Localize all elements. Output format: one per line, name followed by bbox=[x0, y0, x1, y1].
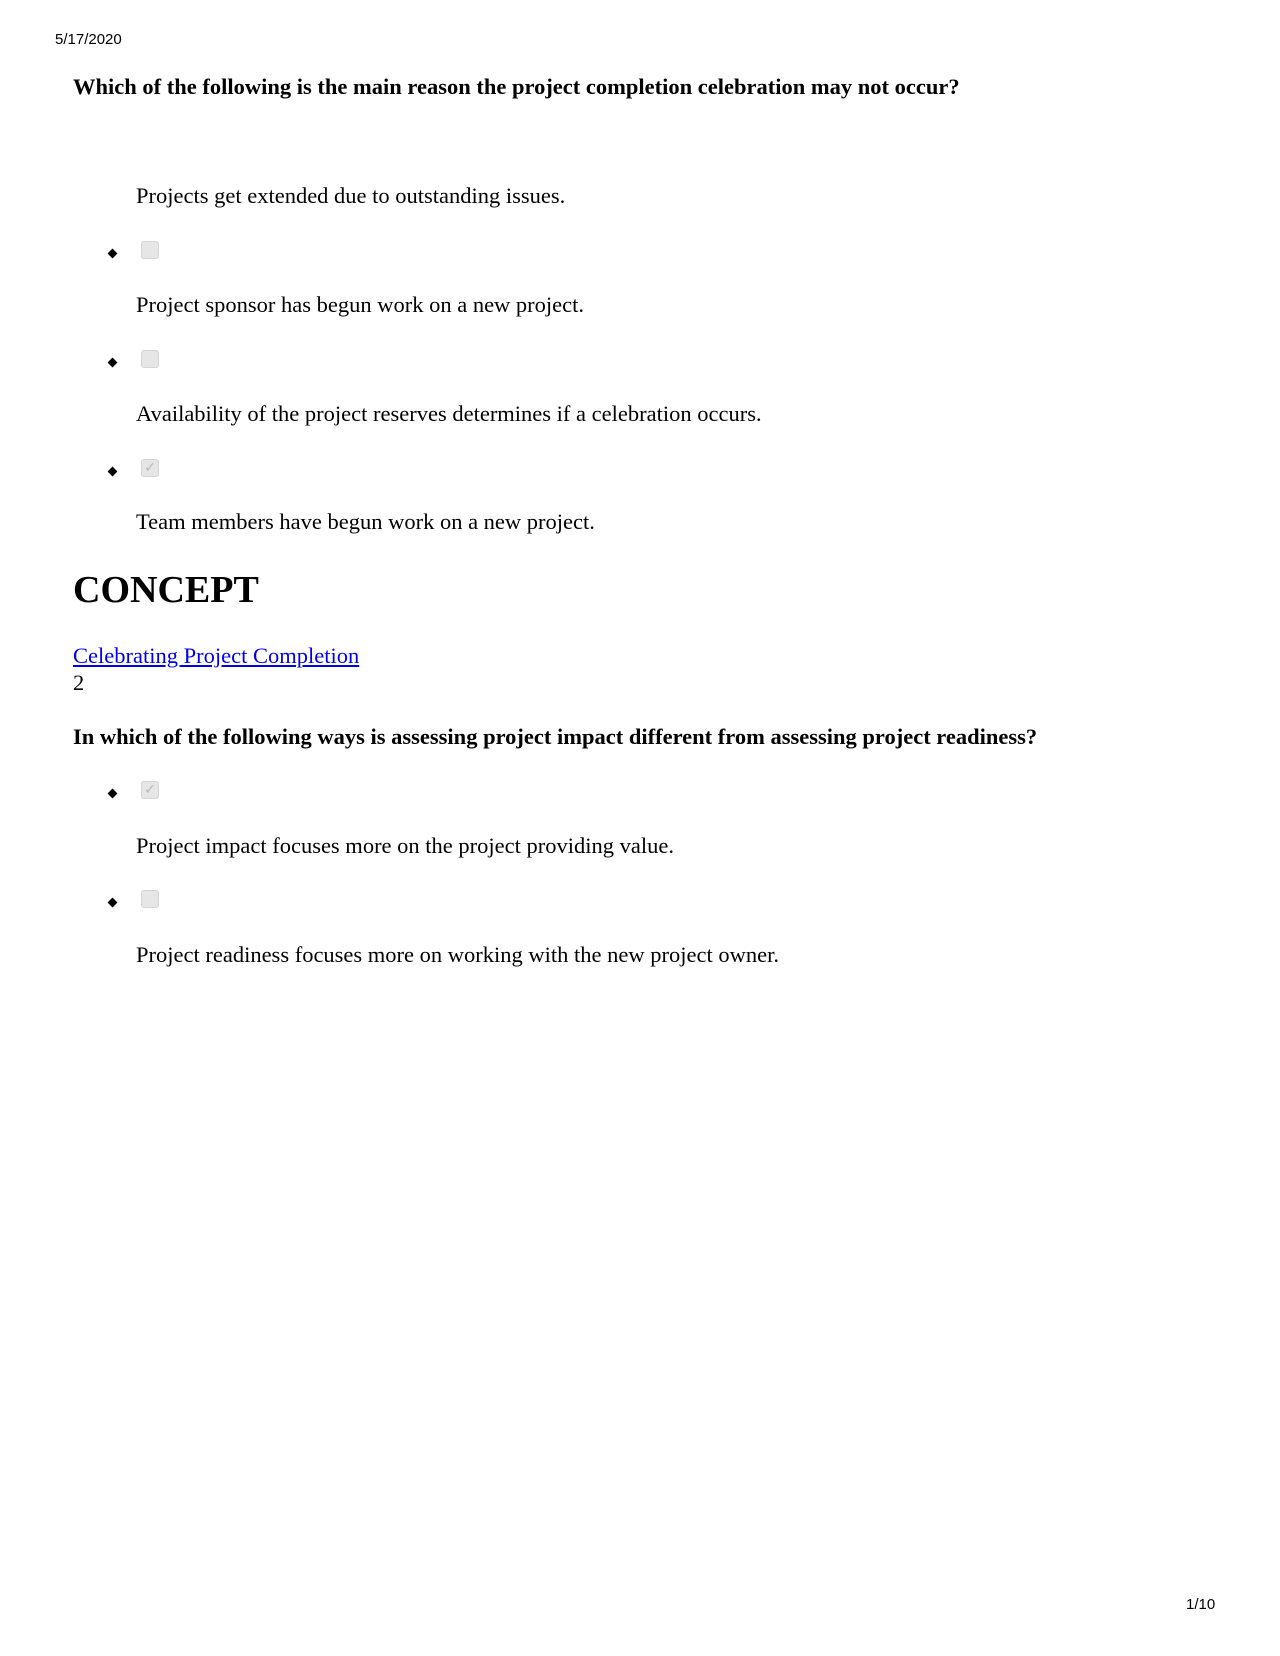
bullet-icon bbox=[108, 467, 118, 477]
option-checkbox[interactable] bbox=[141, 890, 159, 908]
bullet-icon bbox=[108, 249, 118, 259]
option-label: Projects get extended due to outstanding issues. bbox=[136, 183, 566, 208]
page-number: 1/10 bbox=[1186, 1596, 1216, 1613]
print-date: 5/17/2020 bbox=[55, 31, 122, 48]
option-checkbox[interactable] bbox=[141, 241, 159, 259]
bullet-icon bbox=[108, 898, 118, 908]
option-label: Availability of the project reserves determines if a celebration occurs. bbox=[136, 401, 762, 426]
bullet-icon bbox=[108, 358, 118, 368]
option-checkbox-checked[interactable]: ✓ bbox=[141, 459, 159, 477]
option-checkbox-checked[interactable]: ✓ bbox=[141, 781, 159, 799]
option-label: Project readiness focuses more on working with the new project owner. bbox=[136, 942, 779, 967]
question-1-text: Which of the following is the main reason the project completion celebration may not occur? bbox=[73, 74, 960, 99]
bullet-icon bbox=[108, 789, 118, 799]
option-label: Project impact focuses more on the project providing value. bbox=[136, 833, 674, 858]
option-checkbox[interactable] bbox=[141, 350, 159, 368]
concept-link[interactable]: Celebrating Project Completion bbox=[73, 643, 360, 668]
question-2-text: In which of the following ways is assessing project impact different from assessing project readiness? bbox=[73, 724, 1038, 749]
option-label: Team members have begun work on a new project. bbox=[136, 509, 595, 534]
question-number: 2 bbox=[73, 670, 85, 695]
concept-heading: CONCEPT bbox=[73, 569, 259, 611]
option-label: Project sponsor has begun work on a new project. bbox=[136, 292, 585, 317]
